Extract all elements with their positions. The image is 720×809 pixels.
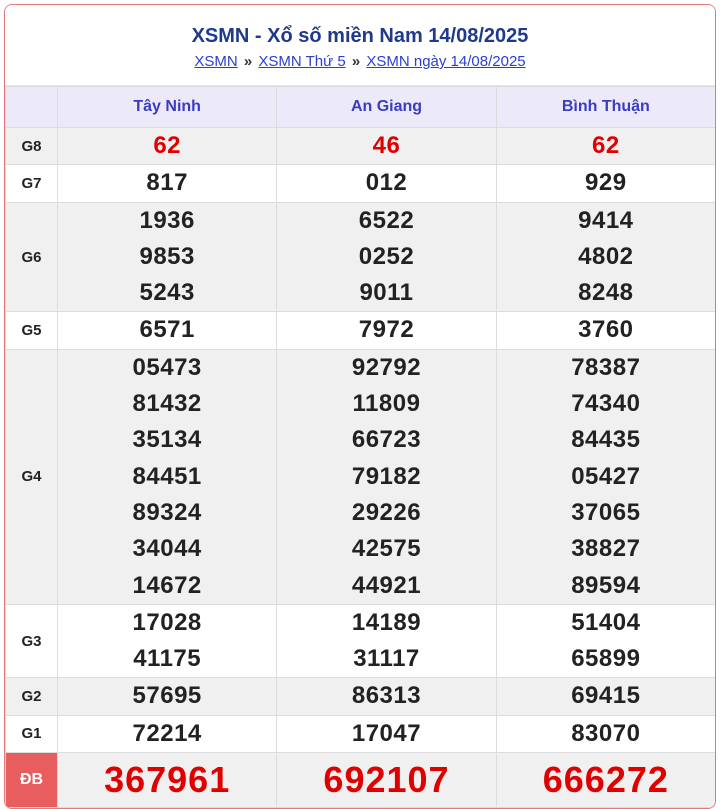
prize-cell: [496, 165, 715, 202]
prize-number: 05473: [132, 353, 202, 381]
breadcrumb-separator: »: [243, 53, 253, 70]
results-header: [5, 5, 715, 86]
prize-number: 8248: [578, 279, 634, 307]
prize-number: 29226: [351, 498, 422, 526]
prize-number: 81432: [132, 390, 202, 418]
breadcrumb-link-weekday[interactable]: XSMN Thứ 5: [258, 53, 346, 70]
prize-number: 57695: [132, 682, 202, 710]
prize-number: 79182: [351, 462, 422, 490]
prize-row: [6, 349, 716, 604]
prize-number: 666272: [542, 759, 669, 801]
prize-number: 38827: [571, 535, 641, 563]
results-table: [5, 86, 716, 808]
prize-number: 05427: [571, 462, 641, 490]
prize-number: 4802: [578, 242, 634, 270]
prize-number: 0252: [358, 242, 415, 270]
prize-label: G7: [6, 165, 58, 202]
prize-number: 86313: [351, 682, 422, 710]
prize-cell: [277, 604, 496, 678]
prize-number: 74340: [571, 390, 641, 418]
prize-cell: [58, 128, 277, 165]
prize-cell: [277, 678, 496, 715]
prize-number: 14672: [132, 571, 202, 599]
prize-cell: [277, 165, 496, 202]
prize-number: 31117: [353, 645, 420, 673]
prize-cell: [277, 349, 496, 604]
prize-cell: [496, 202, 715, 312]
prize-number: 46: [372, 132, 401, 159]
prize-number: 65899: [571, 645, 641, 673]
prize-cell: [277, 202, 496, 312]
prize-cell: [496, 312, 715, 349]
prize-number: 9414: [578, 206, 634, 234]
province-name[interactable]: Tây Ninh: [58, 87, 277, 128]
header-corner: [6, 87, 58, 128]
prize-row: [6, 753, 716, 808]
prize-number: 6571: [139, 316, 195, 344]
prize-number: 17047: [351, 719, 422, 747]
prize-number: 51404: [571, 608, 641, 636]
prize-cell: [496, 753, 715, 808]
prize-cell: [277, 753, 496, 808]
prize-number: 11809: [352, 390, 421, 418]
prize-number: 89324: [132, 498, 202, 526]
prize-number: 6522: [358, 206, 415, 234]
prize-number: 692107: [323, 759, 450, 801]
prize-number: 89594: [571, 571, 641, 599]
prize-number: 44921: [351, 571, 422, 599]
prize-number: 78387: [571, 353, 641, 381]
province-header-row: [6, 87, 716, 128]
prize-cell: [58, 312, 277, 349]
prize-number: 35134: [132, 426, 202, 454]
prize-cell: [496, 715, 715, 752]
prize-number: 83070: [571, 719, 641, 747]
prize-number: 84451: [132, 462, 202, 490]
prize-cell: [58, 753, 277, 808]
prize-number: 14189: [351, 608, 422, 636]
prize-number: 84435: [571, 426, 641, 454]
breadcrumb: [5, 53, 715, 71]
prize-number: 7972: [358, 316, 415, 344]
prize-number: 66723: [351, 426, 422, 454]
prize-cell: [277, 128, 496, 165]
prize-row: [6, 715, 716, 752]
prize-cell: [277, 715, 496, 752]
prize-cell: [58, 202, 277, 312]
breadcrumb-link-xsmn[interactable]: XSMN: [194, 53, 238, 70]
prize-row: [6, 678, 716, 715]
prize-number: 817: [146, 169, 188, 197]
province-name[interactable]: An Giang: [277, 87, 496, 128]
prize-number: 34044: [132, 535, 202, 563]
prize-label: G5: [6, 312, 58, 349]
prize-number: 41175: [133, 645, 202, 673]
prize-label: G4: [6, 349, 58, 604]
prize-label: G3: [6, 604, 58, 678]
prize-row: [6, 312, 716, 349]
breadcrumb-link-date[interactable]: XSMN ngày 14/08/2025: [366, 53, 526, 70]
prize-row: [6, 604, 716, 678]
prize-number: 62: [153, 132, 182, 159]
prize-number: 42575: [351, 535, 422, 563]
prize-number: 9011: [359, 279, 414, 307]
prize-cell: [496, 349, 715, 604]
prize-label: G1: [6, 715, 58, 752]
prize-number: 37065: [571, 498, 641, 526]
prize-number: 5243: [139, 279, 195, 307]
prize-label: G6: [6, 202, 58, 312]
prize-cell: [496, 678, 715, 715]
prize-cell: [58, 604, 277, 678]
prize-number: 367961: [104, 759, 231, 801]
prize-row: [6, 165, 716, 202]
prize-cell: [58, 165, 277, 202]
prize-row: [6, 202, 716, 312]
prize-number: 3760: [578, 316, 634, 344]
prize-number: 69415: [571, 682, 641, 710]
breadcrumb-separator: »: [351, 53, 361, 70]
prize-number: 17028: [132, 608, 202, 636]
prize-label: ĐB: [6, 753, 58, 808]
prize-cell: [277, 312, 496, 349]
prize-number: 929: [585, 169, 627, 197]
prize-number: 012: [365, 169, 408, 197]
province-name: Bình Thuận: [496, 87, 715, 128]
prize-cell: [58, 678, 277, 715]
prize-row: [6, 128, 716, 165]
prize-number: 9853: [139, 242, 195, 270]
prize-number: 72214: [132, 719, 202, 747]
prize-cell: [496, 604, 715, 678]
results-card: [4, 4, 716, 809]
prize-cell: [58, 715, 277, 752]
prize-number: 92792: [351, 353, 422, 381]
prize-cell: [58, 349, 277, 604]
prize-label: G2: [6, 678, 58, 715]
prize-label: G8: [6, 128, 58, 165]
page-title: XSMN - Xổ số miền Nam 14/08/2025: [191, 25, 529, 47]
prize-cell: [496, 128, 715, 165]
prize-number: 62: [591, 132, 620, 159]
prize-number: 1936: [139, 206, 195, 234]
